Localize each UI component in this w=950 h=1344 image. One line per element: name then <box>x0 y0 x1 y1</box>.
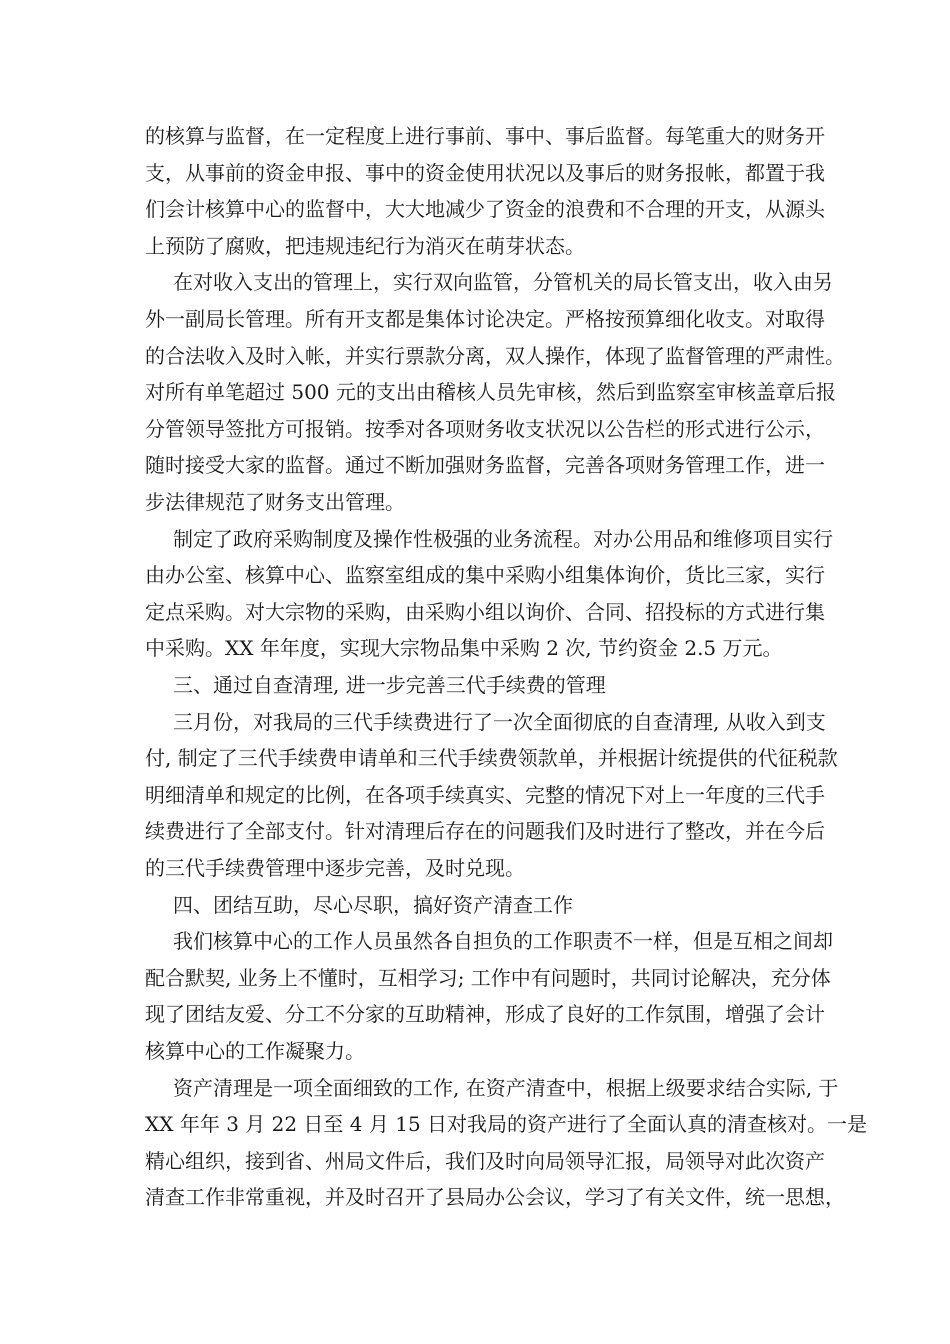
document-text-line: 们会计核算中心的监督中，大大地减少了资金的浪费和不合理的开支，从源头 <box>145 197 825 221</box>
document-text-line: 精心组织，接到省、州局文件后，我们及时向局领导汇报，局领导对此次资产 <box>145 1149 825 1173</box>
document-text-line: 定点采购。对大宗物的采购，由采购小组以询价、合同、招投标的方式进行集 <box>145 600 825 624</box>
document-text-line: 三、通过自查清理, 进一步完善三代手续费的管理 <box>173 673 606 697</box>
document-text-line: 分管领导签批方可报销。按季对各项财务收支状况以公告栏的形式进行公示， <box>145 417 825 441</box>
document-text-line: 的合法收入及时入帐，并实行票款分离，双人操作，体现了监督管理的严肃性。 <box>145 344 845 368</box>
document-text-line: 在对收入支出的管理上，实行双向监管，分管机关的局长管支出，收入由另 <box>173 270 833 294</box>
document-text-line: 四、团结互助，尽心尽职，搞好资产清查工作 <box>173 893 573 917</box>
document-text-line: 三月份，对我局的三代手续费进行了一次全面彻底的自查清理, 从收入到支 <box>173 710 826 734</box>
document-text-line: 资产清理是一项全面细致的工作, 在资产清查中，根据上级要求结合实际, 于 <box>173 1076 839 1100</box>
document-text-line: 随时接受大家的监督。通过不断加强财务监督，完善各项财务管理工作，进一 <box>145 453 825 477</box>
document-text-line: 续费进行了全部支付。针对清理后存在的问题我们及时进行了整改，并在今后 <box>145 819 825 843</box>
document-text-line: 明细清单和规定的比例，在各项手续真实、完整的情况下对上一年度的三代手 <box>145 783 825 807</box>
document-text-line: 的三代手续费管理中逐步完善，及时兑现。 <box>145 856 525 880</box>
document-text-line: 中采购。XX 年年度，实现大宗物品集中采购 2 次, 节约资金 2.5 万元。 <box>145 636 783 660</box>
document-text-line: XX 年年 3 月 22 日至 4 月 15 日对我局的资产进行了全面认真的清查核对。一是 <box>145 1112 868 1136</box>
document-text-line: 对所有单笔超过 500 元的支出由稽核人员先审核，然后到监察室审核盖章后报 <box>145 380 836 404</box>
document-text-line: 我们核算中心的工作人员虽然各自担负的工作职责不一样，但是互相之间却 <box>173 929 833 953</box>
document-text-line: 核算中心的工作凝聚力。 <box>145 1039 365 1063</box>
document-text-line: 步法律规范了财务支出管理。 <box>145 490 405 514</box>
document-text-line: 支，从事前的资金申报、事中的资金使用状况以及事后的财务报帐，都置于我 <box>145 161 825 185</box>
document-text-line: 清查工作非常重视，并及时召开了县局办公会议，学习了有关文件，统一思想， <box>145 1185 845 1209</box>
document-text-line: 的核算与监督，在一定程度上进行事前、事中、事后监督。每笔重大的财务开 <box>145 124 825 148</box>
document-text-line: 由办公室、核算中心、监察室组成的集中采购小组集体询价，货比三家，实行 <box>145 563 825 587</box>
document-text-line: 现了团结友爱、分工不分家的互助精神，形成了良好的工作氛围，增强了会计 <box>145 1002 825 1026</box>
document-text-line: 制定了政府采购制度及操作性极强的业务流程。对办公用品和维修项目实行 <box>173 527 833 551</box>
document-text-line: 配合默契, 业务上不懂时，互相学习; 工作中有问题时，共同讨论解决，充分体 <box>145 966 831 990</box>
document-text-line: 上预防了腐败，把违规违纪行为消灭在萌芽状态。 <box>145 234 585 258</box>
document-text-line: 外一副局长管理。所有开支都是集体讨论决定。严格按预算细化收支。对取得 <box>145 307 825 331</box>
document-text-line: 付, 制定了三代手续费申请单和三代手续费领款单，并根据计统提供的代征税款 <box>145 746 838 770</box>
